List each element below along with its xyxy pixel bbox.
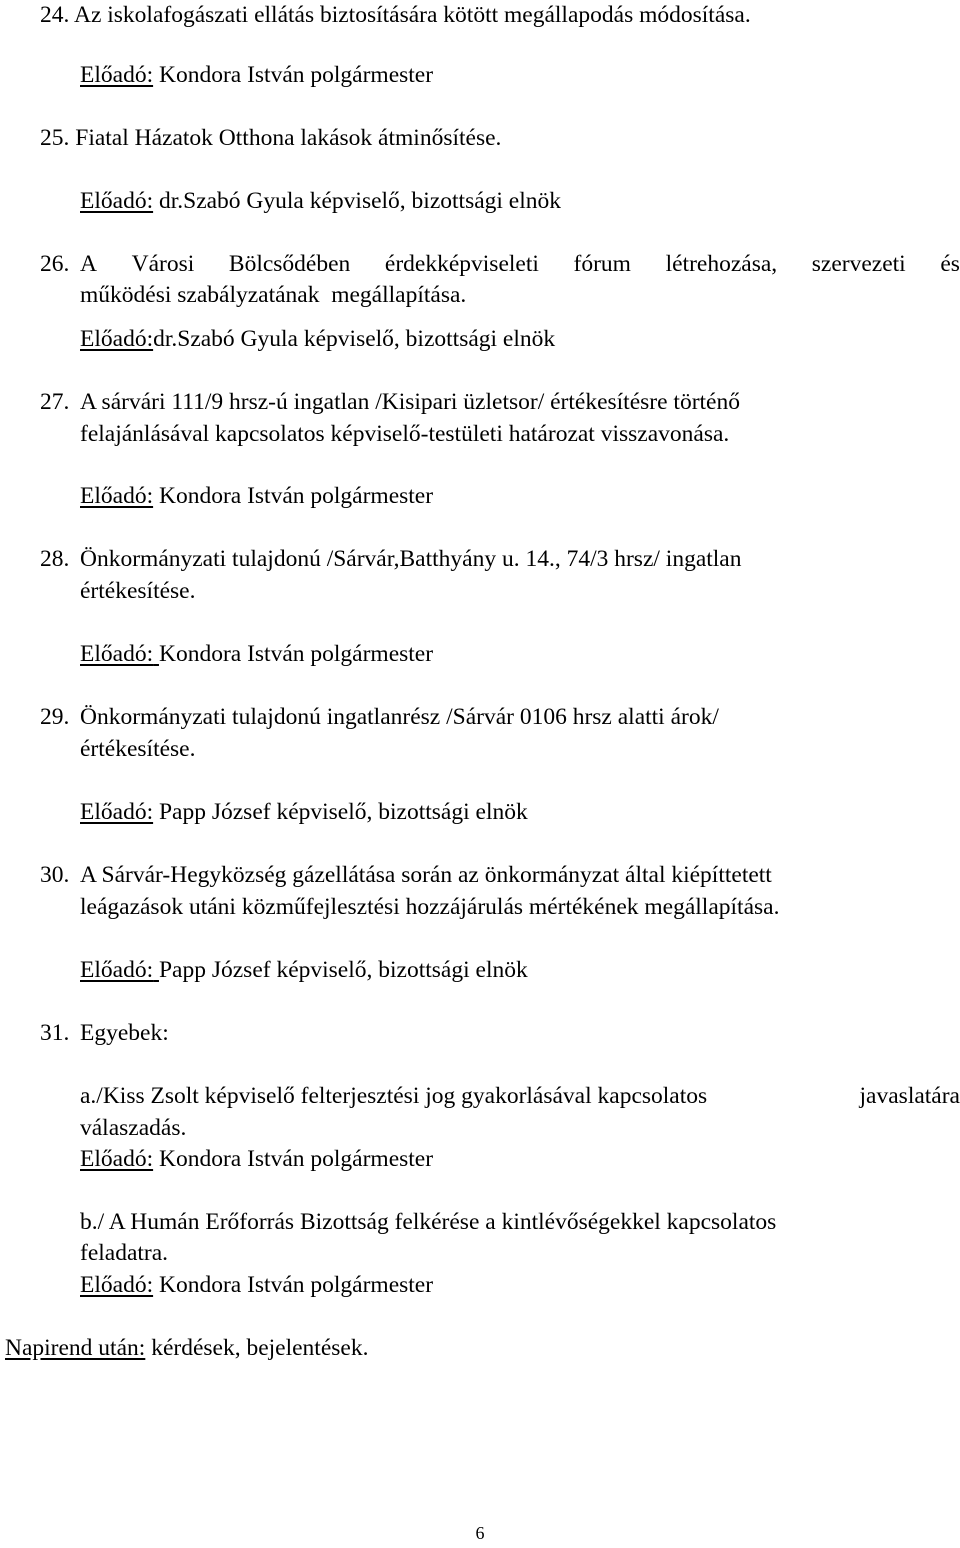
item-title-line-2: működési szabályzatának megállapítása. xyxy=(80,282,467,308)
item-title: Egyebek: xyxy=(80,1020,169,1046)
word: Városi xyxy=(131,251,195,277)
presenter-label: Előadó: xyxy=(80,188,154,214)
item-number: 28. xyxy=(40,546,70,572)
presenter-line xyxy=(80,639,433,669)
item-number: 30. xyxy=(40,862,70,888)
sub-item-text: a./Kiss Zsolt képviselő felterjesztési jog gyakorlásával kapcsolatos xyxy=(80,1083,708,1109)
word: Bölcsődében xyxy=(228,251,351,277)
word: érdekképviseleti xyxy=(384,251,539,277)
item-number: 25. xyxy=(40,125,70,151)
item-number: 24. xyxy=(40,2,70,28)
sub-item-b-line-1: b./ A Humán Erőforrás Bizottság felkérése a kintlévőségekkel kapcsolatos xyxy=(80,1209,777,1235)
after-agenda-label: Napirend után: xyxy=(5,1335,146,1361)
agenda-item-25 xyxy=(40,123,501,153)
item-title-line-1: Önkormányzati tulajdonú ingatlanrész /Sárvár 0106 hrsz alatti árok/ xyxy=(80,704,719,730)
presenter-label: Előadó: xyxy=(80,799,154,825)
presenter-name: Kondora István polgármester xyxy=(158,1272,434,1298)
item-number: 31. xyxy=(40,1020,70,1046)
presenter-name: Kondora István polgármester xyxy=(158,62,434,88)
item-number: 27. xyxy=(40,389,70,415)
item-title-line-1: A Sárvár-Hegyközség gázellátása során az önkormányzat által kiépíttetett xyxy=(80,862,772,888)
item-title: Az iskolafogászati ellátás biztosítására kötött megállapodás módosítása. xyxy=(73,2,751,28)
presenter-line xyxy=(80,324,555,354)
sub-item-text: javaslatára xyxy=(859,1083,960,1109)
item-title-line-2: értékesítése. xyxy=(80,578,196,604)
presenter-label: Előadó: xyxy=(80,483,154,509)
word: és xyxy=(940,251,960,277)
item-title-line-1: Önkormányzati tulajdonú /Sárvár,Batthyány u. 14., 74/3 hrsz/ ingatlan xyxy=(80,546,742,572)
presenter-label: Előadó: xyxy=(80,957,154,983)
presenter-name: Kondora István polgármester xyxy=(158,641,434,667)
presenter-label: Előadó: xyxy=(80,641,154,667)
after-agenda-text: kérdések, bejelentések. xyxy=(151,1335,369,1361)
presenter-line xyxy=(80,1144,433,1174)
presenter-label: Előadó: xyxy=(80,1146,154,1172)
item-title-line-1: A sárvári 111/9 hrsz-ú ingatlan /Kisipari üzletsor/ értékesítésre történő xyxy=(80,389,740,415)
presenter-line xyxy=(80,955,528,985)
agenda-item-24 xyxy=(40,0,751,30)
word: szervezeti xyxy=(811,251,906,277)
sub-item-b-line-2: feladatra. xyxy=(80,1240,169,1266)
item-title: Fiatal Házatok Otthona lakások átminősítése. xyxy=(75,125,502,151)
presenter-label: Előadó: xyxy=(80,1272,154,1298)
after-agenda-line xyxy=(5,1333,368,1363)
item-title-line-2: felajánlásával kapcsolatos képviselő-testületi határozat visszavonása. xyxy=(80,421,730,447)
item-title-line-2: értékesítése. xyxy=(80,736,196,762)
item-title-line-2: leágazások utáni közműfejlesztési hozzájárulás mértékének megállapítása. xyxy=(80,894,780,920)
presenter-name: Kondora István polgármester xyxy=(158,483,434,509)
item-number: 26. xyxy=(40,251,70,277)
presenter-line xyxy=(80,186,561,216)
presenter-name: Papp József képviselő, bizottsági elnök xyxy=(158,799,528,825)
presenter-line xyxy=(80,60,433,90)
presenter-name: Papp József képviselő, bizottsági elnök xyxy=(158,957,528,983)
presenter-line xyxy=(80,1270,433,1300)
presenter-name: dr.Szabó Gyula képviselő, bizottsági elnök xyxy=(158,188,562,214)
item-number: 29. xyxy=(40,704,70,730)
word: létrehozása, xyxy=(665,251,778,277)
page-number: 6 xyxy=(475,1523,485,1543)
presenter-line xyxy=(80,797,528,827)
word: A xyxy=(80,251,97,277)
presenter-name: dr.Szabó Gyula képviselő, bizottsági elnök xyxy=(153,326,556,352)
presenter-name: Kondora István polgármester xyxy=(158,1146,434,1172)
word: fórum xyxy=(573,251,631,277)
presenter-label: Előadó: xyxy=(80,62,154,88)
presenter-label: Előadó: xyxy=(80,326,154,352)
presenter-line xyxy=(80,481,433,511)
sub-item-a-line-2: válaszadás. xyxy=(80,1115,187,1141)
sub-item-a-line-1 xyxy=(80,1081,960,1111)
item-title-line-1 xyxy=(80,249,960,279)
